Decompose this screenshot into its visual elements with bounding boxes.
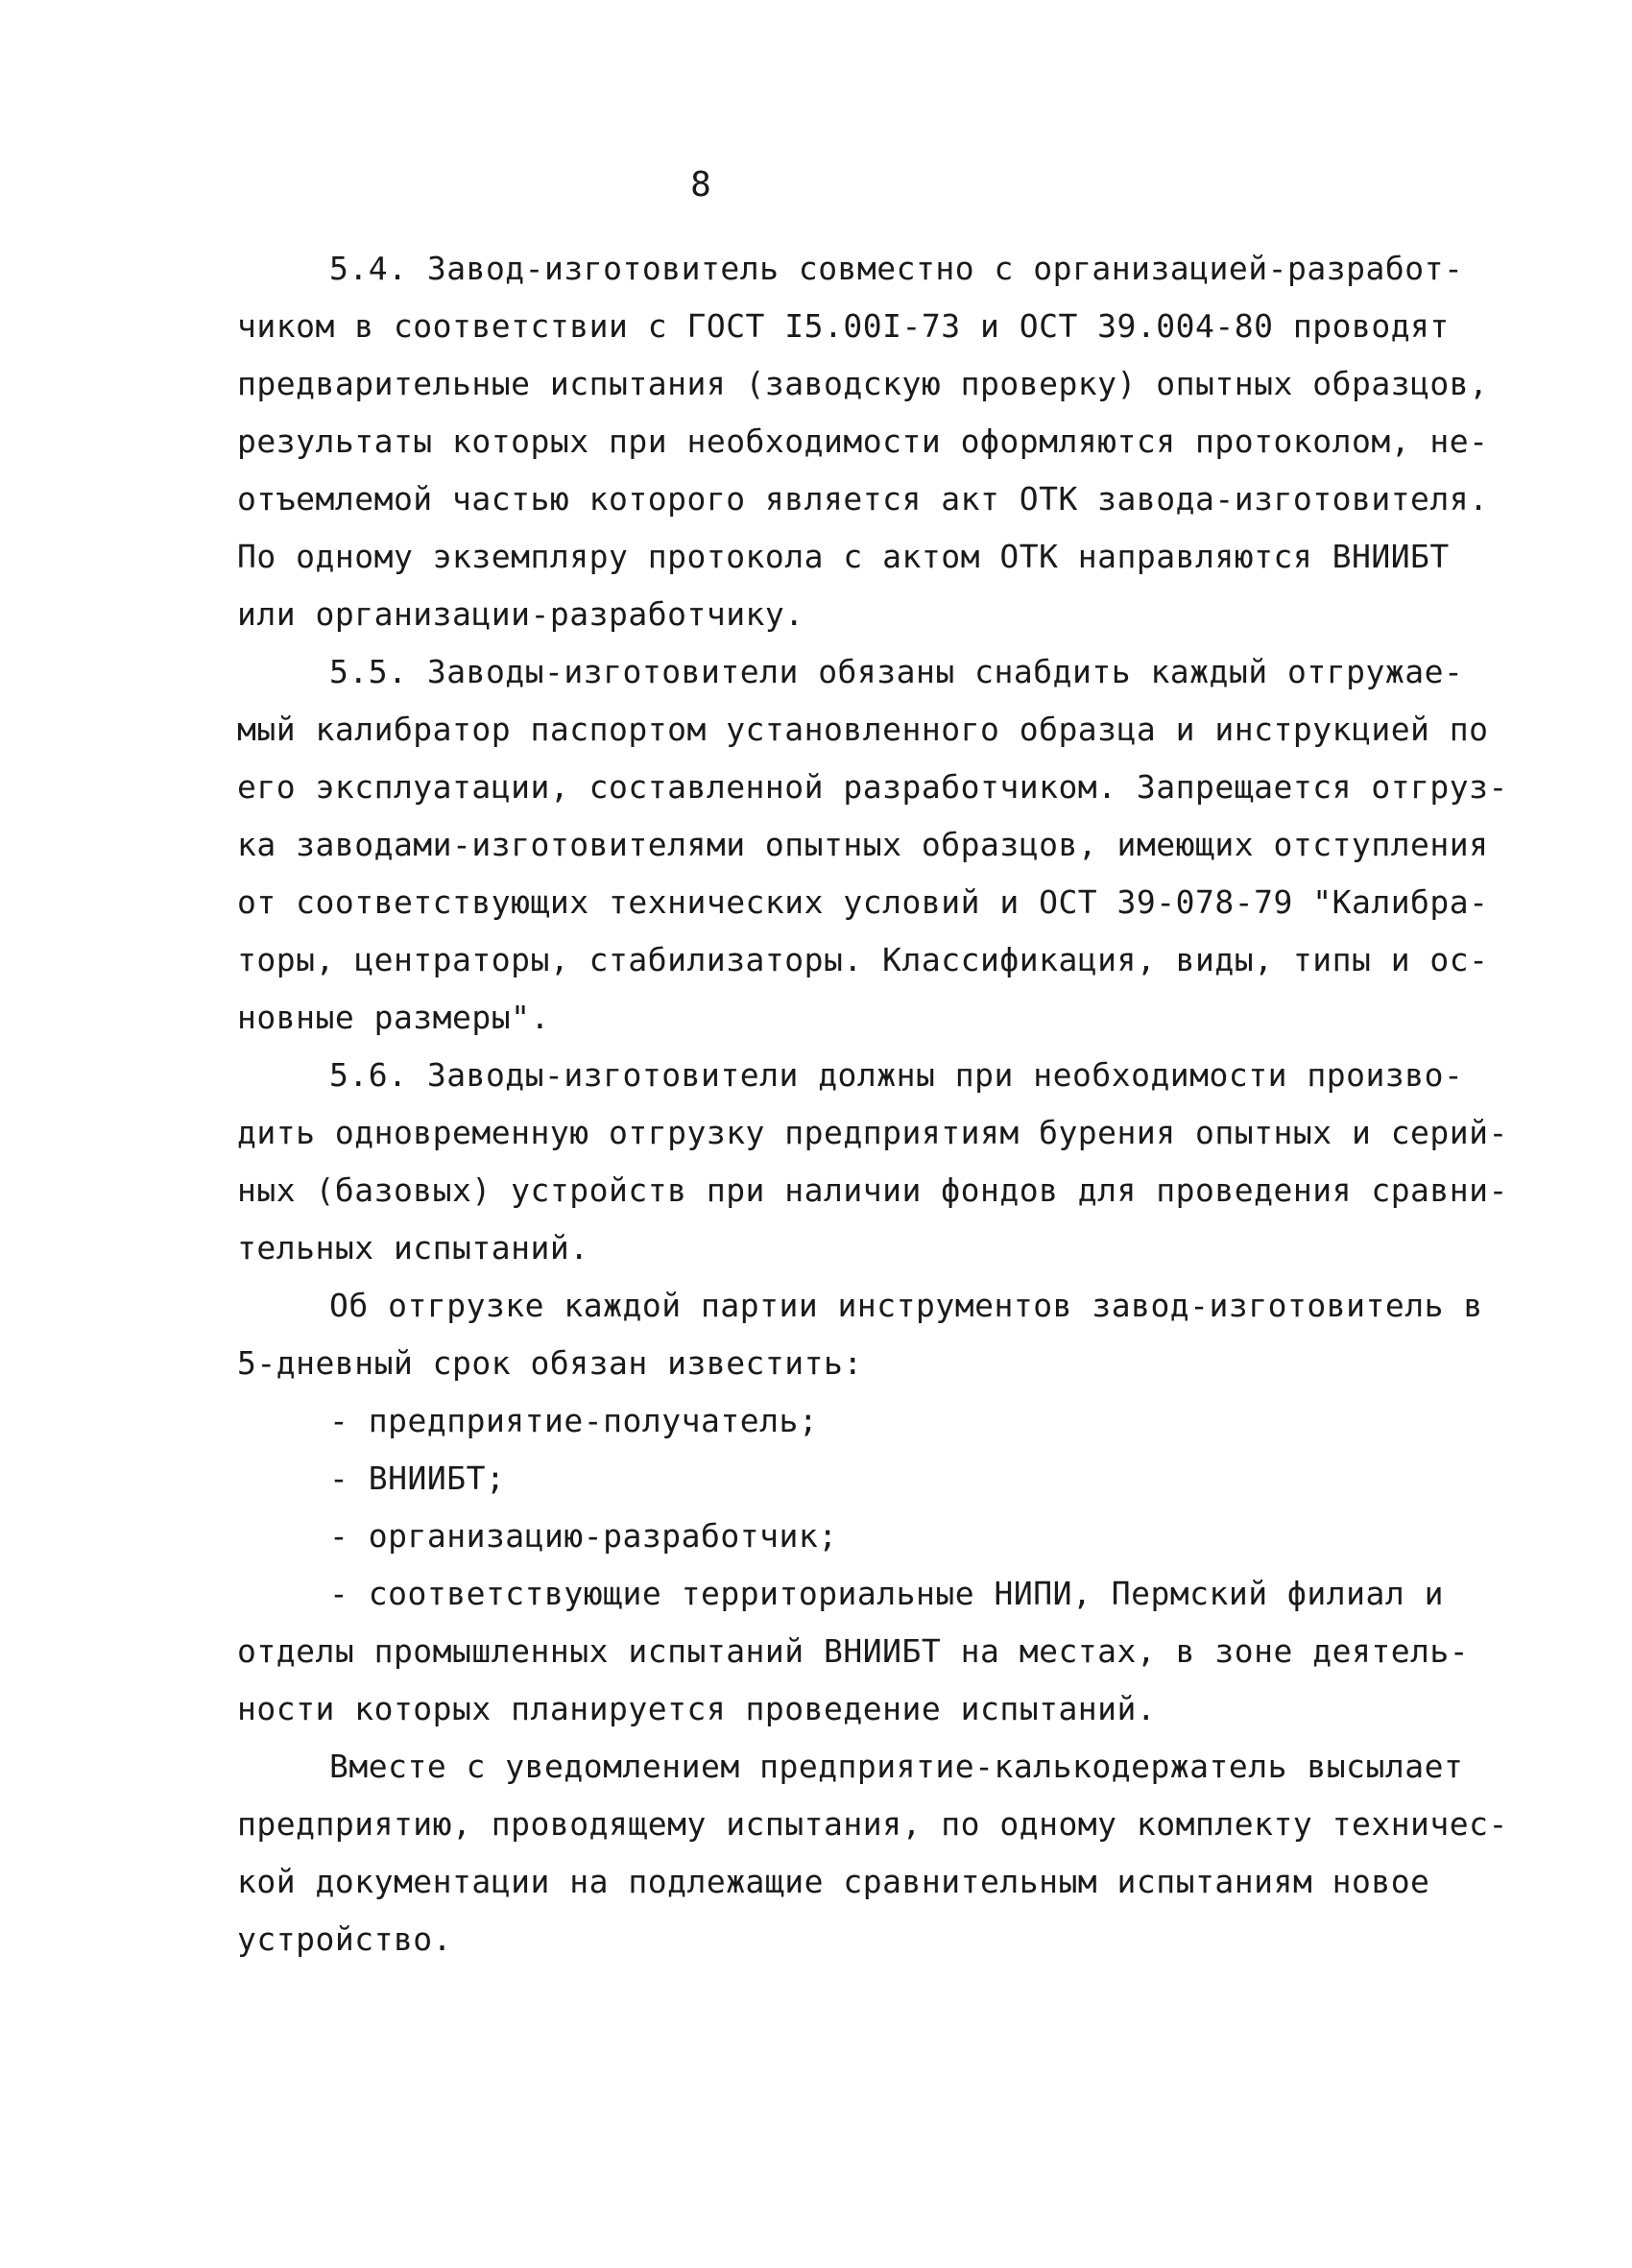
text-line: 5.6. Заводы-изготовители должны при необходимости произво- <box>329 1056 1464 1094</box>
text-line: его эксплуатации, составленной разработчиком. Запрещается отгруз- <box>237 768 1508 806</box>
page-number: 8 <box>690 165 711 205</box>
text-line: предприятию, проводящему испытания, по одному комплекту техничес- <box>237 1805 1508 1843</box>
text-line: ных (базовых) устройств при наличии фондов для проведения сравни- <box>237 1171 1508 1209</box>
text-line: Вместе с уведомлением предприятие-калькодержатель высылает <box>329 1748 1464 1785</box>
text-line: устройство. <box>237 1920 453 1958</box>
text-line: от соответствующих технических условий и ОСТ 39-078-79 "Калибра- <box>237 883 1489 921</box>
text-line: новные размеры". <box>237 999 550 1036</box>
text-line: Об отгрузке каждой партии инструментов завод-изготовитель в <box>329 1287 1483 1324</box>
list-item: - ВНИИБТ; <box>329 1460 506 1497</box>
text-line: дить одновременную отгрузку предприятиям бурения опытных и серий- <box>237 1114 1508 1151</box>
text-line: результаты которых при необходимости оформляются протоколом, не- <box>237 422 1489 460</box>
text-line: ности которых планируется проведение испытаний. <box>237 1690 1157 1727</box>
text-line: или организации-разработчику. <box>237 595 804 633</box>
text-line: 5.5. Заводы-изготовители обязаны снабдить каждый отгружае- <box>329 653 1464 690</box>
text-line: 5-дневный срок обязан известить: <box>237 1344 863 1382</box>
list-item: - соответствующие территориальные НИПИ, Пермский филиал и <box>329 1575 1444 1612</box>
text-line: предварительные испытания (заводскую проверку) опытных образцов, <box>237 365 1489 402</box>
text-line: отделы промышленных испытаний ВНИИБТ на местах, в зоне деятель- <box>237 1632 1470 1670</box>
text-line: тельных испытаний. <box>237 1229 589 1267</box>
list-item: - организацию-разработчик; <box>329 1517 838 1555</box>
text-line: кой документации на подлежащие сравнительным испытаниям новое <box>237 1863 1430 1900</box>
text-line: отъемлемой частью которого является акт ОТК завода-изготовителя. <box>237 480 1489 518</box>
text-line: мый калибратор паспортом установленного образца и инструкцией по <box>237 711 1489 748</box>
text-line: По одному экземпляру протокола с актом ОТК направляются ВНИИБТ <box>237 538 1450 575</box>
text-line: торы, центраторы, стабилизаторы. Классификация, виды, типы и ос- <box>237 941 1489 978</box>
text-line: чиком в соответствии с ГОСТ I5.00I-73 и ОСТ 39.004-80 проводят <box>237 307 1450 345</box>
list-item: - предприятие-получатель; <box>329 1402 819 1439</box>
text-line: 5.4. Завод-изготовитель совместно с организацией-разработ- <box>329 250 1464 287</box>
text-line: ка заводами-изготовителями опытных образцов, имеющих отступления <box>237 826 1489 863</box>
